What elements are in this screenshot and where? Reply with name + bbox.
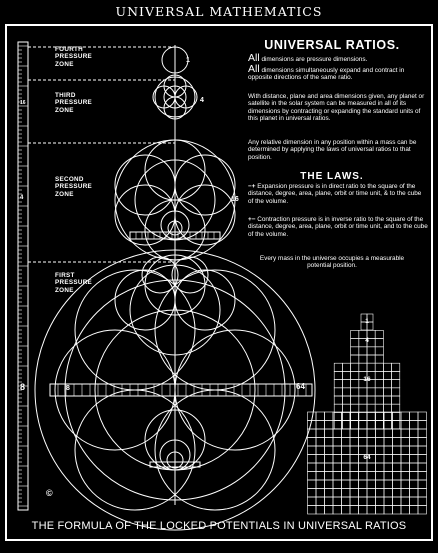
page-title: UNIVERSAL MATHEMATICS — [115, 4, 323, 19]
label-1: 1 — [186, 57, 190, 64]
law-3: Every mass in the universe occupies a measurable potential position. — [259, 255, 405, 270]
law-2: +− Contraction pressure is in inverse ratio to the square of the distance, degree, area, plane, orbit or time unit, and to the cube of the volume. — [248, 216, 428, 238]
bar-label-8: 8 — [66, 385, 70, 392]
ruler-label-8: 8 — [20, 382, 26, 392]
ratios-title: UNIVERSAL RATIOS. — [264, 38, 400, 52]
label-4: 4 — [200, 97, 204, 104]
zone-label-second: SECOND PRESSURE ZONE — [55, 176, 93, 198]
label-16: 16 — [231, 196, 239, 203]
zone-label-third: THIRD PRESSURE ZONE — [55, 92, 93, 114]
ratios-p1: All dimensions are pressure dimensions. — [248, 52, 368, 64]
ratios-p3: With distance, plane and area dimensions given, any planet or satellite in the solar system can be measured in all of its dimensions by contracting or expanding the standard units of this planet in universal ratios. — [248, 93, 425, 122]
label-64: 64 — [296, 382, 305, 391]
pyramid-label-64: 64 — [363, 454, 371, 461]
pyramid-label-16: 16 — [363, 376, 371, 383]
ratios-p4: Any relative dimension in any position within a mass can be determined by applying the laws of universal ratios to that position. — [248, 139, 417, 161]
pyramid-label-4: 4 — [365, 337, 369, 344]
law-1-symbol: −+ — [248, 183, 256, 190]
copyright-mark: © — [46, 488, 53, 498]
ratio-pyramid — [308, 314, 427, 514]
law-1: −+ Expansion pressure is in direct ratio to the square of the distance, degree, area, plane, orbit or time unit, & to the cube of the volume. — [248, 183, 422, 205]
footer-caption: THE FORMULA OF THE LOCKED POTENTIALS IN UNIVERSAL RATIOS — [31, 520, 407, 532]
laws-title: THE LAWS. — [300, 171, 364, 182]
zone-label-first: FIRST PRESSURE ZONE — [55, 272, 93, 294]
ruler-label-16: 16 — [20, 100, 26, 106]
law-2-symbol: +− — [248, 216, 256, 223]
ratios-p2: All dimensions simultaneously expand and contract in opposite directions of the same ratio. — [248, 63, 405, 82]
ruler-label-4: 4 — [20, 195, 24, 201]
zone-label-fourth: FOURTH PRESSURE ZONE — [55, 46, 93, 68]
pyramid-label-1: 1 — [365, 318, 369, 325]
horizontal-bar-large — [50, 384, 312, 396]
height-ruler — [18, 42, 28, 510]
